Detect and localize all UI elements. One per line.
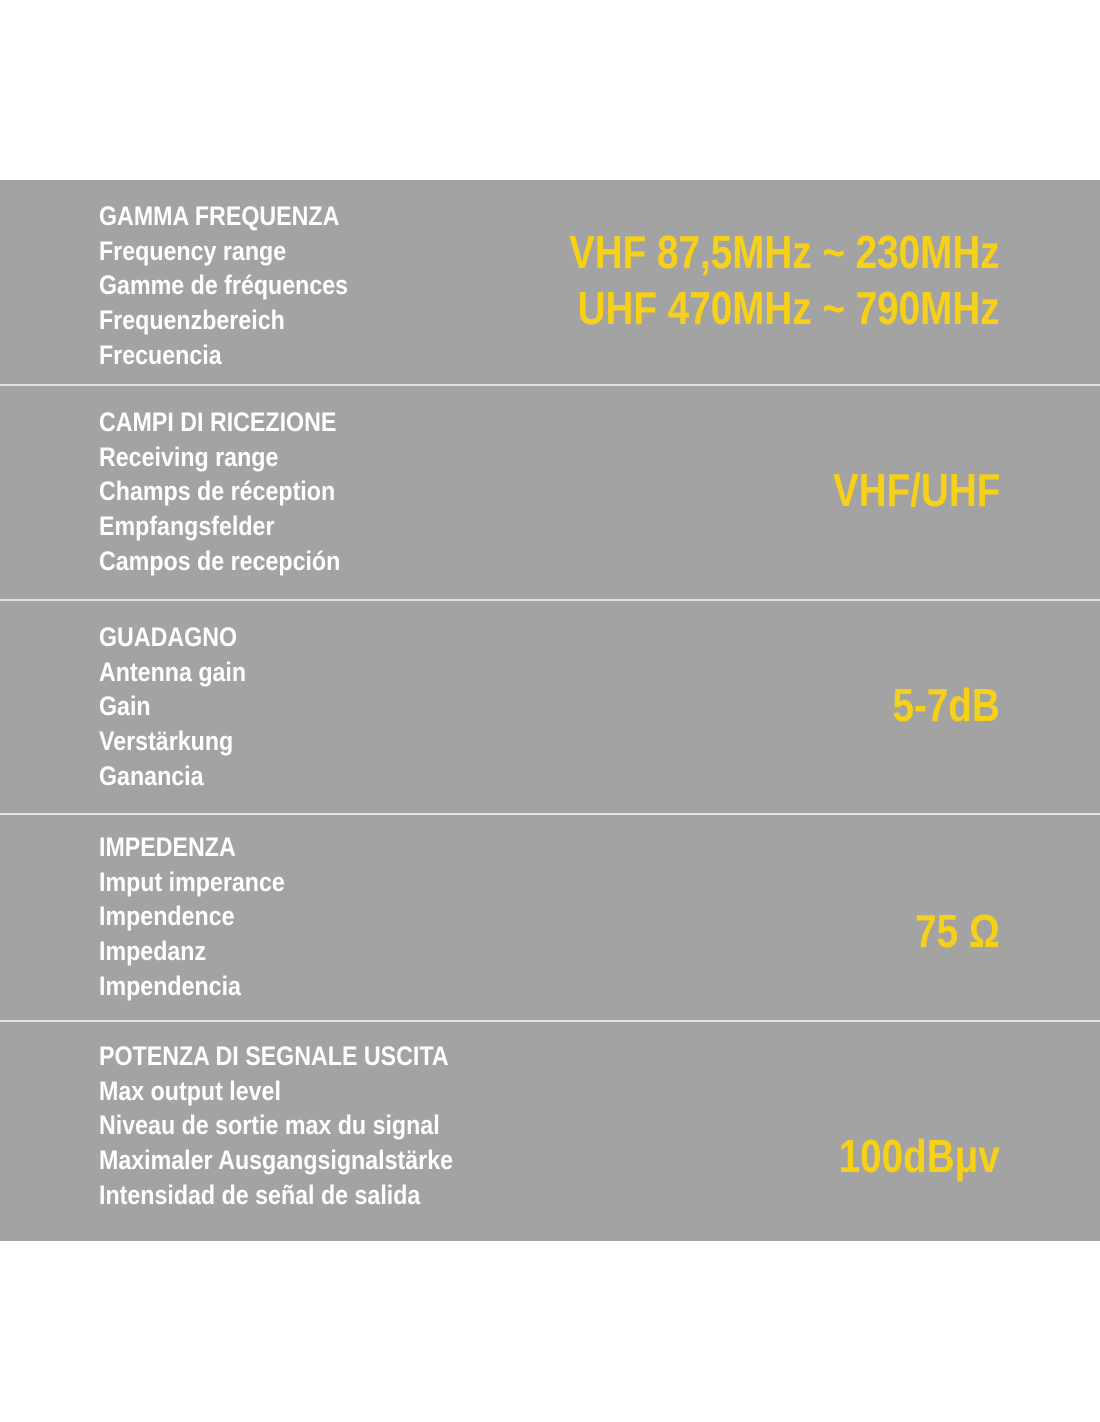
spec-labels: [99, 620, 270, 794]
spec-value: [487, 224, 1000, 336]
label-italian: CAMPI DI RICEZIONE: [99, 407, 337, 437]
label-german: Verstärkung: [99, 726, 234, 757]
label-french: Champs de réception: [99, 476, 336, 507]
label-german: Maximaler Ausgangsignalstärke: [99, 1145, 454, 1176]
spec-labels: [99, 405, 380, 579]
label-german: Frequenzbereich: [99, 305, 285, 336]
label-english: Frequency range: [99, 235, 287, 266]
label-french: Gain: [99, 691, 151, 722]
spec-row-receiving-range: [0, 386, 1100, 599]
value-max-output: 100dBμv: [838, 1130, 1000, 1182]
label-english: Antenna gain: [99, 656, 247, 687]
label-italian: GUADAGNO: [99, 622, 238, 652]
spec-labels: [99, 199, 389, 373]
value-receiving-range: VHF/UHF: [832, 464, 1000, 516]
value-vhf-range: VHF 87,5MHz ~ 230MHz: [569, 226, 1000, 278]
label-french: Impendence: [99, 901, 235, 932]
label-german: Empfangsfelder: [99, 511, 275, 542]
value-gain: 5-7dB: [892, 679, 1000, 731]
label-german: Impedanz: [99, 936, 207, 967]
spec-labels: [99, 1039, 511, 1213]
label-italian: IMPEDENZA: [99, 832, 236, 862]
value-uhf-range: UHF 470MHz ~ 790MHz: [578, 282, 1000, 334]
spec-row-max-output: [0, 1022, 1100, 1241]
spec-value: [899, 903, 1000, 959]
label-italian: GAMMA FREQUENZA: [99, 201, 340, 231]
label-french: Gamme de fréquences: [99, 270, 349, 301]
spec-row-frequency-range: [0, 180, 1100, 384]
label-spanish: Ganancia: [99, 760, 204, 791]
spec-value: [808, 1128, 1000, 1184]
label-spanish: Impendencia: [99, 970, 241, 1001]
label-spanish: Intensidad de señal de salida: [99, 1179, 421, 1210]
spec-table: [0, 180, 1100, 1241]
label-spanish: Frecuencia: [99, 339, 222, 370]
label-french: Niveau de sortie max du signal: [99, 1110, 440, 1141]
label-spanish: Campos de recepción: [99, 545, 341, 576]
spec-row-impedance: [0, 815, 1100, 1020]
label-english: Imput imperance: [99, 866, 285, 897]
label-italian: POTENZA DI SEGNALE USCITA: [99, 1041, 449, 1071]
label-english: Max output level: [99, 1075, 281, 1106]
spec-labels: [99, 830, 315, 1004]
label-english: Receiving range: [99, 441, 279, 472]
spec-row-gain: [0, 601, 1100, 813]
spec-value: [872, 677, 1000, 733]
value-impedance: 75 Ω: [915, 905, 1000, 957]
spec-value: [801, 462, 1000, 518]
